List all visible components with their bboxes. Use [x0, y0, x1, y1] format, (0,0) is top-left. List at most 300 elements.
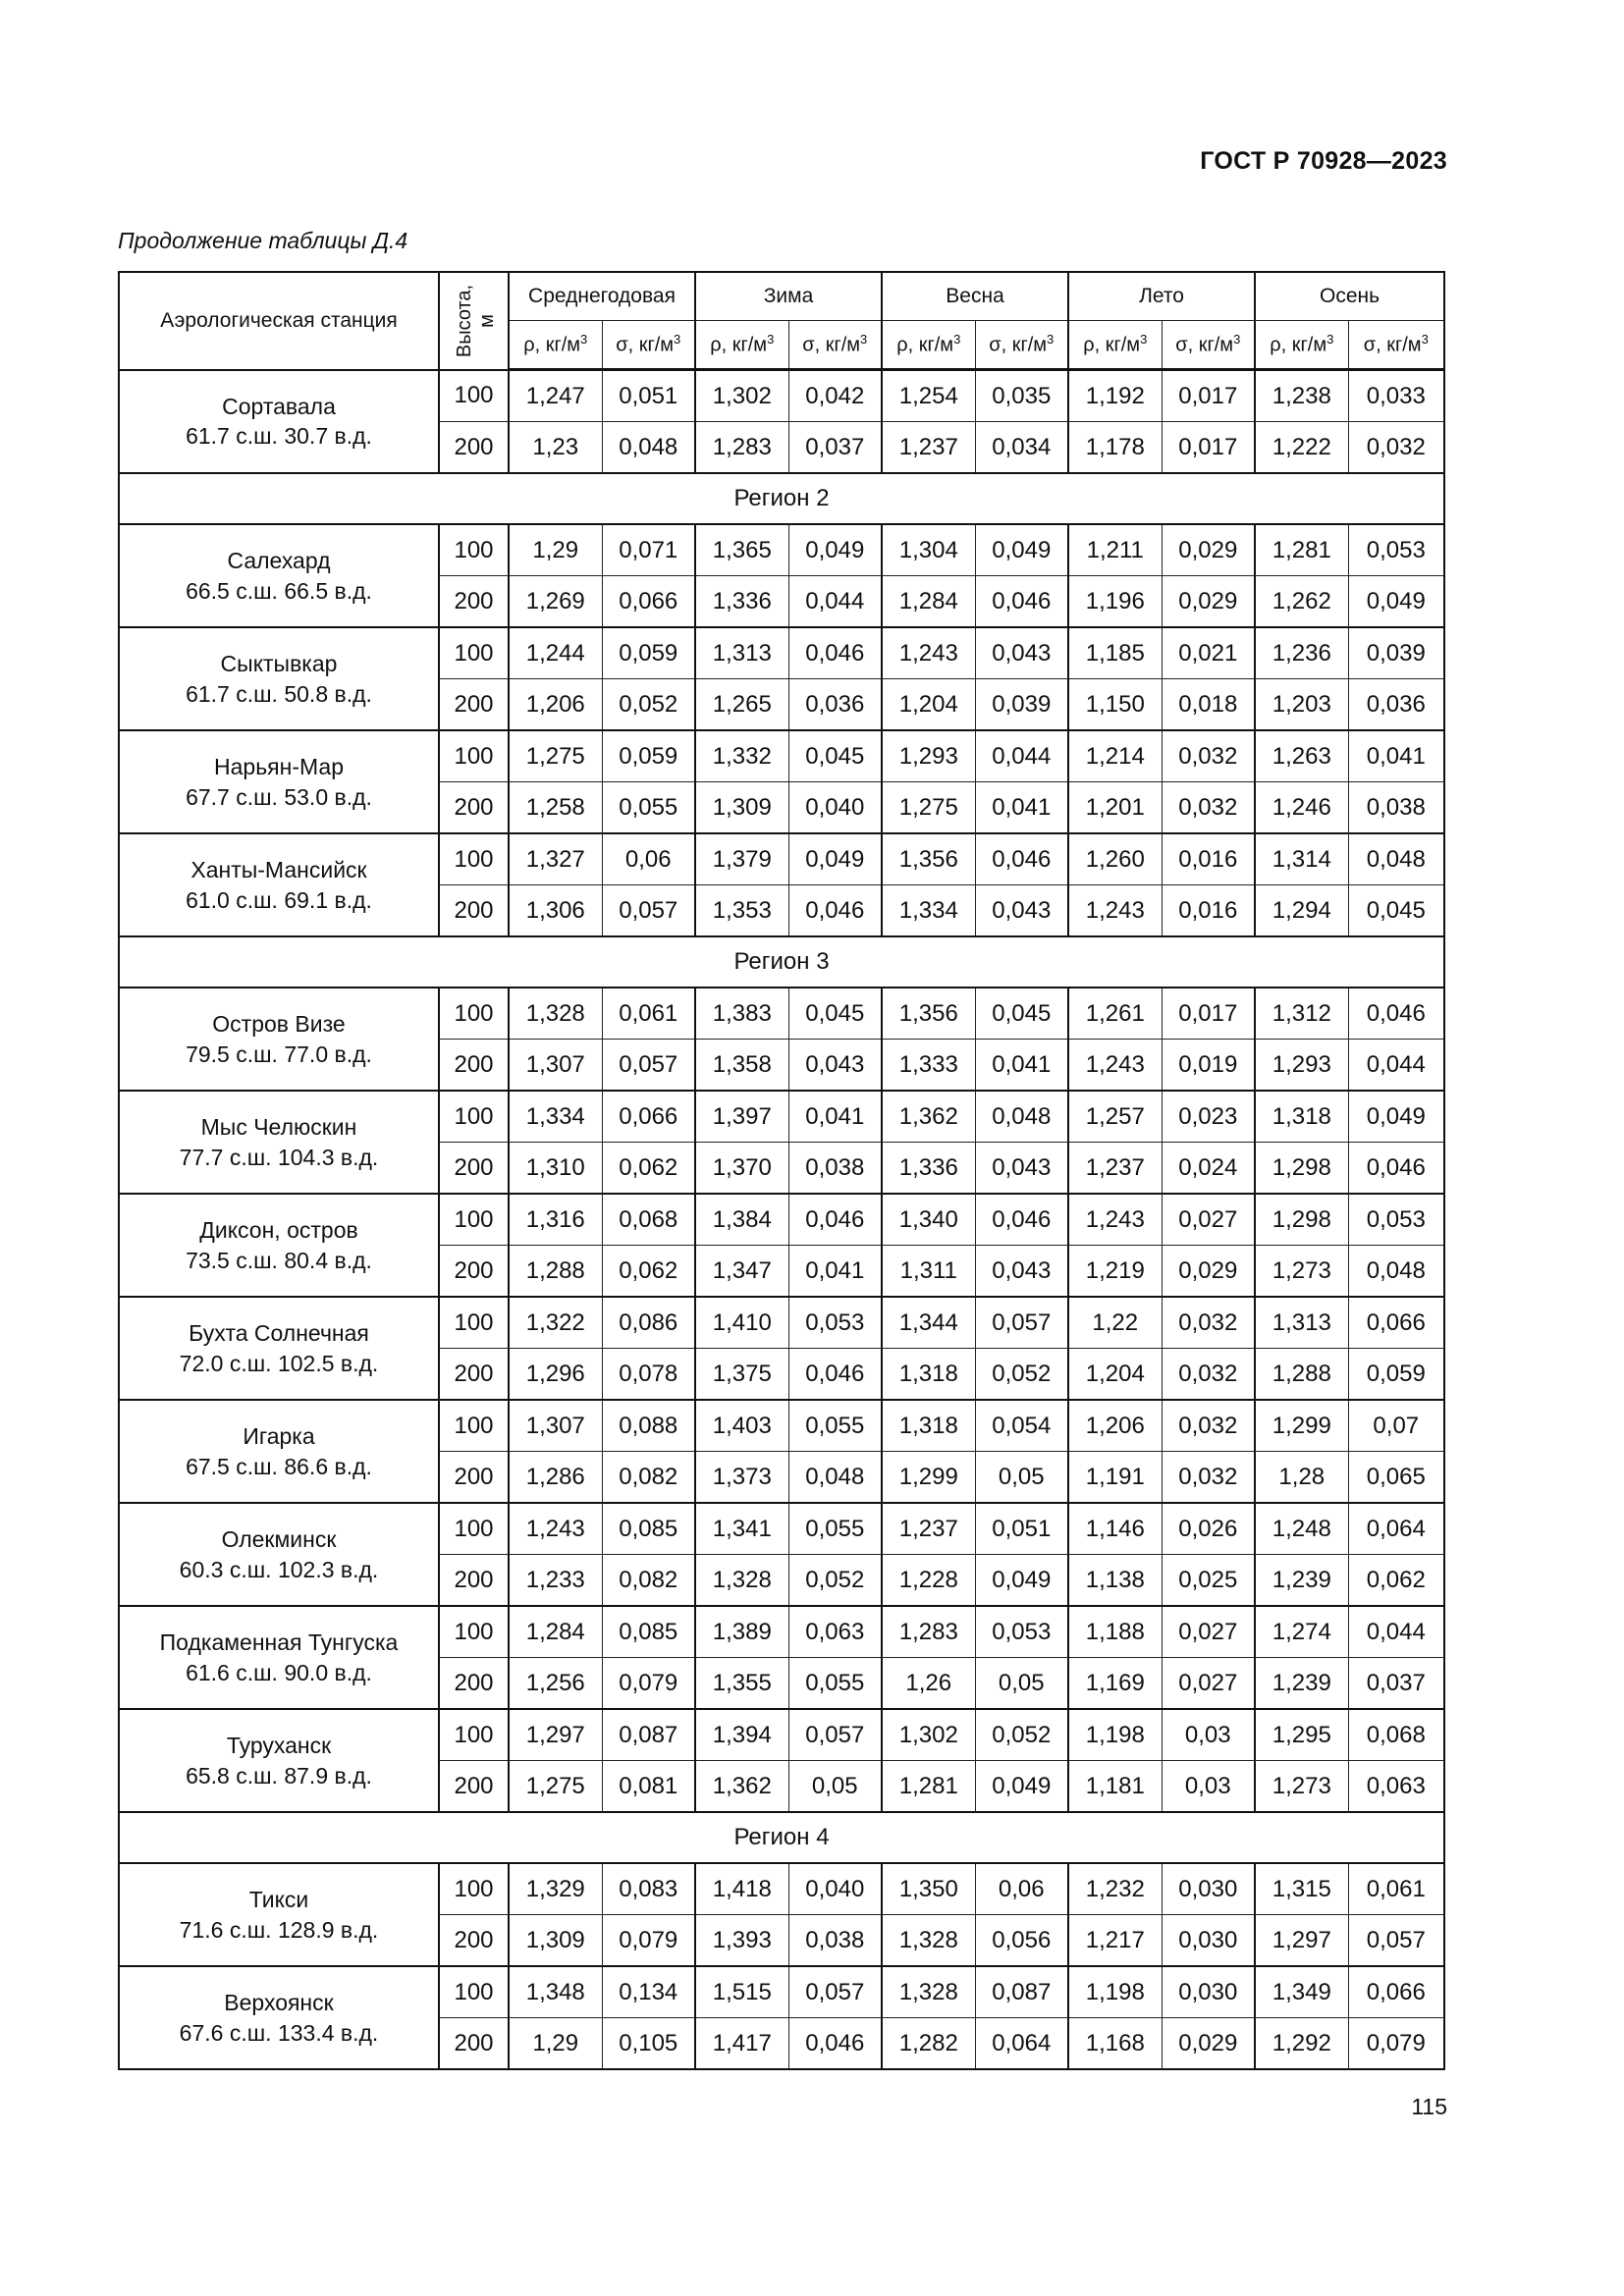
rho-value-cell: 1,307	[509, 1040, 602, 1092]
sigma-value-cell: 0,048	[1348, 1246, 1444, 1298]
sigma-value-cell: 0,087	[602, 1709, 695, 1761]
rho-value-cell: 1,243	[1068, 885, 1162, 937]
sigma-value-cell: 0,05	[788, 1761, 882, 1813]
table-header	[119, 272, 1444, 370]
station-cell	[119, 1091, 439, 1194]
sigma-value-cell: 0,036	[1348, 679, 1444, 731]
rho-value-cell: 1,244	[509, 627, 602, 679]
rho-value-cell: 1,237	[1068, 1143, 1162, 1195]
height-cell: 100	[439, 370, 509, 422]
sigma-value-cell: 0,083	[602, 1863, 695, 1915]
sigma-value-cell: 0,055	[788, 1400, 882, 1452]
sigma-value-cell: 0,044	[975, 730, 1068, 782]
height-cell: 200	[439, 679, 509, 731]
sigma-value-cell: 0,049	[1348, 1091, 1444, 1143]
sigma-value-cell: 0,029	[1162, 524, 1255, 576]
sigma-value-cell: 0,043	[975, 1246, 1068, 1298]
header-row-seasons	[119, 272, 1444, 321]
rho-value-cell: 1,353	[695, 885, 788, 937]
sigma-value-cell: 0,055	[602, 782, 695, 834]
sigma-value-cell: 0,088	[602, 1400, 695, 1452]
rho-value-cell: 1,282	[882, 2018, 975, 2070]
sigma-value-cell: 0,021	[1162, 627, 1255, 679]
rho-value-cell: 1,333	[882, 1040, 975, 1092]
region-label: Регион 4	[119, 1812, 1444, 1863]
sigma-value-cell: 0,05	[975, 1658, 1068, 1710]
rho-value-cell: 1,228	[882, 1555, 975, 1607]
table-row	[119, 1297, 1444, 1349]
sigma-value-cell: 0,034	[975, 422, 1068, 474]
sigma-value-cell: 0,046	[788, 2018, 882, 2070]
rho-value-cell: 1,313	[695, 627, 788, 679]
header-sigma-unit	[975, 321, 1068, 370]
rho-value-cell: 1,29	[509, 2018, 602, 2070]
sigma-value-cell: 0,055	[788, 1658, 882, 1710]
rho-value-cell: 1,336	[695, 576, 788, 628]
station-name: Диксон, остров	[199, 1216, 358, 1243]
rho-value-cell: 1,355	[695, 1658, 788, 1710]
rho-value-cell: 1,334	[509, 1091, 602, 1143]
sigma-value-cell: 0,027	[1162, 1658, 1255, 1710]
sigma-value-cell: 0,044	[1348, 1040, 1444, 1092]
header-rho-unit	[1068, 321, 1162, 370]
region-label: Регион 3	[119, 936, 1444, 988]
rho-value-cell: 1,150	[1068, 679, 1162, 731]
sigma-value-cell: 0,055	[788, 1503, 882, 1555]
sigma-label: σ, кг/м	[1175, 334, 1234, 356]
sigma-value-cell: 0,045	[975, 988, 1068, 1040]
sigma-value-cell: 0,086	[602, 1297, 695, 1349]
sigma-value-cell: 0,030	[1162, 1966, 1255, 2018]
sigma-value-cell: 0,032	[1162, 1452, 1255, 1504]
rho-value-cell: 1,370	[695, 1143, 788, 1195]
sigma-value-cell: 0,049	[1348, 576, 1444, 628]
rho-value-cell: 1,281	[882, 1761, 975, 1813]
height-cell: 200	[439, 1246, 509, 1298]
station-cell	[119, 1194, 439, 1297]
sigma-value-cell: 0,045	[788, 988, 882, 1040]
unit-power: 3	[953, 332, 961, 347]
sigma-value-cell: 0,085	[602, 1606, 695, 1658]
table-row	[119, 988, 1444, 1040]
rho-value-cell: 1,273	[1255, 1761, 1348, 1813]
rho-value-cell: 1,192	[1068, 370, 1162, 422]
rho-value-cell: 1,238	[1255, 370, 1348, 422]
rho-value-cell: 1,214	[1068, 730, 1162, 782]
sigma-value-cell: 0,052	[788, 1555, 882, 1607]
rho-value-cell: 1,275	[509, 1761, 602, 1813]
sigma-value-cell: 0,030	[1162, 1915, 1255, 1967]
sigma-value-cell: 0,032	[1162, 1400, 1255, 1452]
station-coords: 79.5 с.ш. 77.0 в.д.	[186, 1041, 372, 1067]
sigma-value-cell: 0,036	[788, 679, 882, 731]
sigma-value-cell: 0,044	[1348, 1606, 1444, 1658]
rho-value-cell: 1,222	[1255, 422, 1348, 474]
rho-value-cell: 1,204	[1068, 1349, 1162, 1401]
header-rho-unit	[1255, 321, 1348, 370]
rho-value-cell: 1,254	[882, 370, 975, 422]
table-row	[119, 1400, 1444, 1452]
sigma-value-cell: 0,046	[1348, 988, 1444, 1040]
region-label: Регион 2	[119, 473, 1444, 524]
header-station: Аэрологическая станция	[119, 272, 439, 370]
height-cell: 200	[439, 1658, 509, 1710]
rho-label: ρ, кг/м	[710, 334, 768, 356]
station-cell	[119, 1503, 439, 1606]
rho-value-cell: 1,269	[509, 576, 602, 628]
sigma-value-cell: 0,032	[1162, 1349, 1255, 1401]
rho-value-cell: 1,318	[882, 1400, 975, 1452]
unit-power: 3	[580, 332, 588, 347]
station-cell	[119, 524, 439, 627]
region-row	[119, 936, 1444, 988]
sigma-value-cell: 0,056	[975, 1915, 1068, 1967]
rho-value-cell: 1,181	[1068, 1761, 1162, 1813]
rho-value-cell: 1,261	[1068, 988, 1162, 1040]
sigma-value-cell: 0,018	[1162, 679, 1255, 731]
rho-value-cell: 1,318	[882, 1349, 975, 1401]
rho-value-cell: 1,211	[1068, 524, 1162, 576]
rho-value-cell: 1,328	[695, 1555, 788, 1607]
sigma-value-cell: 0,059	[602, 730, 695, 782]
header-rho-unit	[882, 321, 975, 370]
table-row	[119, 1503, 1444, 1555]
rho-value-cell: 1,293	[1255, 1040, 1348, 1092]
sigma-value-cell: 0,03	[1162, 1761, 1255, 1813]
unit-power: 3	[1140, 332, 1148, 347]
sigma-value-cell: 0,027	[1162, 1606, 1255, 1658]
sigma-value-cell: 0,044	[788, 576, 882, 628]
height-cell: 200	[439, 1555, 509, 1607]
sigma-value-cell: 0,041	[788, 1091, 882, 1143]
sigma-value-cell: 0,057	[975, 1297, 1068, 1349]
station-coords: 66.5 с.ш. 66.5 в.д.	[186, 577, 372, 604]
rho-value-cell: 1,243	[509, 1503, 602, 1555]
rho-value-cell: 1,334	[882, 885, 975, 937]
sigma-value-cell: 0,087	[975, 1966, 1068, 2018]
unit-power: 3	[1233, 332, 1241, 347]
rho-value-cell: 1,296	[509, 1349, 602, 1401]
rho-value-cell: 1,263	[1255, 730, 1348, 782]
header-height-label	[454, 285, 499, 357]
rho-value-cell: 1,304	[882, 524, 975, 576]
rho-value-cell: 1,198	[1068, 1709, 1162, 1761]
sigma-value-cell: 0,052	[602, 679, 695, 731]
rho-value-cell: 1,275	[882, 782, 975, 834]
rho-value-cell: 1,284	[509, 1606, 602, 1658]
rho-value-cell: 1,262	[1255, 576, 1348, 628]
rho-value-cell: 1,328	[882, 1915, 975, 1967]
sigma-value-cell: 0,029	[1162, 576, 1255, 628]
station-cell	[119, 1297, 439, 1400]
sigma-value-cell: 0,054	[975, 1400, 1068, 1452]
header-season-annual: Среднегодовая	[509, 272, 695, 321]
sigma-value-cell: 0,041	[1348, 730, 1444, 782]
sigma-value-cell: 0,059	[1348, 1349, 1444, 1401]
table-body	[119, 370, 1444, 2070]
sigma-value-cell: 0,06	[602, 833, 695, 885]
station-coords: 65.8 с.ш. 87.9 в.д.	[186, 1762, 372, 1789]
rho-value-cell: 1,204	[882, 679, 975, 731]
sigma-value-cell: 0,053	[1348, 1194, 1444, 1246]
station-cell	[119, 988, 439, 1091]
rho-value-cell: 1,299	[882, 1452, 975, 1504]
unit-power: 3	[1047, 332, 1055, 347]
header-height-line2: м	[476, 313, 499, 328]
rho-value-cell: 1,28	[1255, 1452, 1348, 1504]
sigma-value-cell: 0,046	[1348, 1143, 1444, 1195]
sigma-value-cell: 0,065	[1348, 1452, 1444, 1504]
sigma-value-cell: 0,046	[788, 1194, 882, 1246]
rho-value-cell: 1,146	[1068, 1503, 1162, 1555]
rho-value-cell: 1,322	[509, 1297, 602, 1349]
rho-value-cell: 1,379	[695, 833, 788, 885]
sigma-value-cell: 0,053	[975, 1606, 1068, 1658]
rho-value-cell: 1,203	[1255, 679, 1348, 731]
rho-value-cell: 1,307	[509, 1400, 602, 1452]
rho-value-cell: 1,313	[1255, 1297, 1348, 1349]
rho-value-cell: 1,265	[695, 679, 788, 731]
sigma-value-cell: 0,049	[975, 1555, 1068, 1607]
sigma-label: σ, кг/м	[616, 334, 675, 356]
sigma-value-cell: 0,079	[1348, 2018, 1444, 2070]
rho-value-cell: 1,332	[695, 730, 788, 782]
height-cell: 100	[439, 988, 509, 1040]
sigma-value-cell: 0,037	[788, 422, 882, 474]
rho-value-cell: 1,348	[509, 1966, 602, 2018]
height-cell: 100	[439, 1606, 509, 1658]
sigma-value-cell: 0,082	[602, 1452, 695, 1504]
rho-value-cell: 1,375	[695, 1349, 788, 1401]
rho-value-cell: 1,206	[1068, 1400, 1162, 1452]
header-rho-unit	[695, 321, 788, 370]
station-name: Бухта Солнечная	[189, 1319, 369, 1346]
rho-value-cell: 1,243	[882, 627, 975, 679]
rho-value-cell: 1,22	[1068, 1297, 1162, 1349]
rho-value-cell: 1,243	[1068, 1194, 1162, 1246]
rho-value-cell: 1,26	[882, 1658, 975, 1710]
sigma-value-cell: 0,039	[975, 679, 1068, 731]
rho-value-cell: 1,344	[882, 1297, 975, 1349]
sigma-value-cell: 0,040	[788, 1863, 882, 1915]
rho-value-cell: 1,394	[695, 1709, 788, 1761]
table-caption: Продолжение таблицы Д.4	[118, 228, 408, 253]
rho-value-cell: 1,185	[1068, 627, 1162, 679]
station-cell	[119, 730, 439, 833]
station-cell	[119, 1709, 439, 1812]
height-cell: 200	[439, 1040, 509, 1092]
sigma-value-cell: 0,041	[975, 1040, 1068, 1092]
rho-value-cell: 1,169	[1068, 1658, 1162, 1710]
sigma-value-cell: 0,048	[602, 422, 695, 474]
height-cell: 200	[439, 1452, 509, 1504]
sigma-value-cell: 0,038	[1348, 782, 1444, 834]
sigma-value-cell: 0,030	[1162, 1863, 1255, 1915]
sigma-value-cell: 0,032	[1348, 422, 1444, 474]
station-coords: 67.7 с.ш. 53.0 в.д.	[186, 783, 372, 810]
sigma-value-cell: 0,045	[788, 730, 882, 782]
station-coords: 73.5 с.ш. 80.4 в.д.	[186, 1247, 372, 1273]
rho-value-cell: 1,206	[509, 679, 602, 731]
rho-value-cell: 1,239	[1255, 1555, 1348, 1607]
sigma-label: σ, кг/м	[989, 334, 1048, 356]
rho-value-cell: 1,328	[509, 988, 602, 1040]
sigma-label: σ, кг/м	[802, 334, 861, 356]
rho-value-cell: 1,347	[695, 1246, 788, 1298]
rho-value-cell: 1,295	[1255, 1709, 1348, 1761]
sigma-value-cell: 0,061	[1348, 1863, 1444, 1915]
rho-value-cell: 1,356	[882, 988, 975, 1040]
sigma-value-cell: 0,066	[602, 576, 695, 628]
sigma-value-cell: 0,068	[1348, 1709, 1444, 1761]
height-cell: 200	[439, 2018, 509, 2070]
sigma-value-cell: 0,029	[1162, 1246, 1255, 1298]
sigma-value-cell: 0,078	[602, 1349, 695, 1401]
sigma-value-cell: 0,043	[975, 885, 1068, 937]
rho-value-cell: 1,283	[695, 422, 788, 474]
rho-value-cell: 1,237	[882, 422, 975, 474]
header-season-spring: Весна	[882, 272, 1068, 321]
header-sigma-unit	[788, 321, 882, 370]
sigma-value-cell: 0,048	[788, 1452, 882, 1504]
unit-power: 3	[860, 332, 868, 347]
sigma-value-cell: 0,027	[1162, 1194, 1255, 1246]
height-cell: 100	[439, 1400, 509, 1452]
rho-value-cell: 1,257	[1068, 1091, 1162, 1143]
station-coords: 60.3 с.ш. 102.3 в.д.	[179, 1556, 379, 1582]
rho-value-cell: 1,196	[1068, 576, 1162, 628]
sigma-label: σ, кг/м	[1363, 334, 1422, 356]
station-coords: 71.6 с.ш. 128.9 в.д.	[179, 1916, 379, 1943]
table-row	[119, 1091, 1444, 1143]
rho-value-cell: 1,288	[509, 1246, 602, 1298]
unit-power: 3	[767, 332, 775, 347]
sigma-value-cell: 0,066	[1348, 1297, 1444, 1349]
rho-value-cell: 1,350	[882, 1863, 975, 1915]
sigma-value-cell: 0,032	[1162, 782, 1255, 834]
sigma-value-cell: 0,043	[975, 1143, 1068, 1195]
sigma-value-cell: 0,026	[1162, 1503, 1255, 1555]
station-cell	[119, 627, 439, 730]
station-coords: 72.0 с.ш. 102.5 в.д.	[179, 1350, 379, 1376]
rho-value-cell: 1,417	[695, 2018, 788, 2070]
sigma-value-cell: 0,063	[1348, 1761, 1444, 1813]
sigma-value-cell: 0,057	[788, 1966, 882, 2018]
sigma-value-cell: 0,059	[602, 627, 695, 679]
station-name: Верхоянск	[224, 1989, 334, 2015]
rho-value-cell: 1,349	[1255, 1966, 1348, 2018]
station-coords: 77.7 с.ш. 104.3 в.д.	[179, 1144, 379, 1170]
station-name: Игарка	[243, 1422, 315, 1449]
table-row	[119, 1194, 1444, 1246]
station-name: Нарьян-Мар	[214, 753, 344, 779]
station-cell	[119, 370, 439, 474]
sigma-value-cell: 0,038	[788, 1143, 882, 1195]
rho-value-cell: 1,23	[509, 422, 602, 474]
sigma-value-cell: 0,063	[788, 1606, 882, 1658]
rho-label: ρ, кг/м	[1270, 334, 1327, 356]
rho-label: ρ, кг/м	[523, 334, 581, 356]
rho-value-cell: 1,418	[695, 1863, 788, 1915]
table-row	[119, 1709, 1444, 1761]
header-season-winter: Зима	[695, 272, 882, 321]
rho-value-cell: 1,298	[1255, 1143, 1348, 1195]
sigma-value-cell: 0,052	[975, 1349, 1068, 1401]
sigma-value-cell: 0,046	[788, 1349, 882, 1401]
density-table	[118, 271, 1445, 2070]
sigma-value-cell: 0,049	[788, 833, 882, 885]
rho-value-cell: 1,297	[1255, 1915, 1348, 1967]
height-cell: 100	[439, 1194, 509, 1246]
rho-value-cell: 1,219	[1068, 1246, 1162, 1298]
sigma-value-cell: 0,049	[975, 524, 1068, 576]
rho-value-cell: 1,293	[882, 730, 975, 782]
region-row	[119, 473, 1444, 524]
sigma-value-cell: 0,105	[602, 2018, 695, 2070]
rho-value-cell: 1,302	[695, 370, 788, 422]
rho-value-cell: 1,138	[1068, 1555, 1162, 1607]
sigma-value-cell: 0,057	[788, 1709, 882, 1761]
sigma-value-cell: 0,048	[1348, 833, 1444, 885]
sigma-value-cell: 0,134	[602, 1966, 695, 2018]
sigma-value-cell: 0,016	[1162, 885, 1255, 937]
sigma-value-cell: 0,03	[1162, 1709, 1255, 1761]
rho-value-cell: 1,297	[509, 1709, 602, 1761]
sigma-value-cell: 0,046	[975, 576, 1068, 628]
station-name: Сыктывкар	[220, 650, 338, 676]
sigma-value-cell: 0,043	[975, 627, 1068, 679]
unit-power: 3	[1421, 332, 1429, 347]
header-sigma-unit	[1162, 321, 1255, 370]
sigma-value-cell: 0,046	[975, 1194, 1068, 1246]
table-row	[119, 1966, 1444, 2018]
sigma-value-cell: 0,085	[602, 1503, 695, 1555]
rho-value-cell: 1,178	[1068, 422, 1162, 474]
rho-value-cell: 1,302	[882, 1709, 975, 1761]
rho-value-cell: 1,309	[509, 1915, 602, 1967]
sigma-value-cell: 0,06	[975, 1863, 1068, 1915]
header-season-summer: Лето	[1068, 272, 1255, 321]
height-cell: 200	[439, 1915, 509, 1967]
rho-value-cell: 1,314	[1255, 833, 1348, 885]
height-cell: 100	[439, 1503, 509, 1555]
rho-value-cell: 1,273	[1255, 1246, 1348, 1298]
rho-value-cell: 1,384	[695, 1194, 788, 1246]
sigma-value-cell: 0,057	[1348, 1915, 1444, 1967]
height-cell: 200	[439, 1761, 509, 1813]
rho-value-cell: 1,318	[1255, 1091, 1348, 1143]
rho-value-cell: 1,288	[1255, 1349, 1348, 1401]
sigma-value-cell: 0,057	[602, 1040, 695, 1092]
sigma-value-cell: 0,035	[975, 370, 1068, 422]
rho-value-cell: 1,327	[509, 833, 602, 885]
rho-value-cell: 1,356	[882, 833, 975, 885]
sigma-value-cell: 0,079	[602, 1915, 695, 1967]
rho-value-cell: 1,310	[509, 1143, 602, 1195]
height-cell: 100	[439, 1863, 509, 1915]
rho-value-cell: 1,258	[509, 782, 602, 834]
station-name: Салехард	[227, 547, 331, 573]
document-standard-header: ГОСТ Р 70928—2023	[1200, 147, 1447, 175]
station-name: Подкаменная Тунгуска	[159, 1629, 399, 1655]
station-cell	[119, 1966, 439, 2069]
sigma-value-cell: 0,057	[602, 885, 695, 937]
sigma-value-cell: 0,017	[1162, 370, 1255, 422]
sigma-value-cell: 0,051	[602, 370, 695, 422]
sigma-value-cell: 0,046	[975, 833, 1068, 885]
height-cell: 200	[439, 1143, 509, 1195]
rho-value-cell: 1,329	[509, 1863, 602, 1915]
